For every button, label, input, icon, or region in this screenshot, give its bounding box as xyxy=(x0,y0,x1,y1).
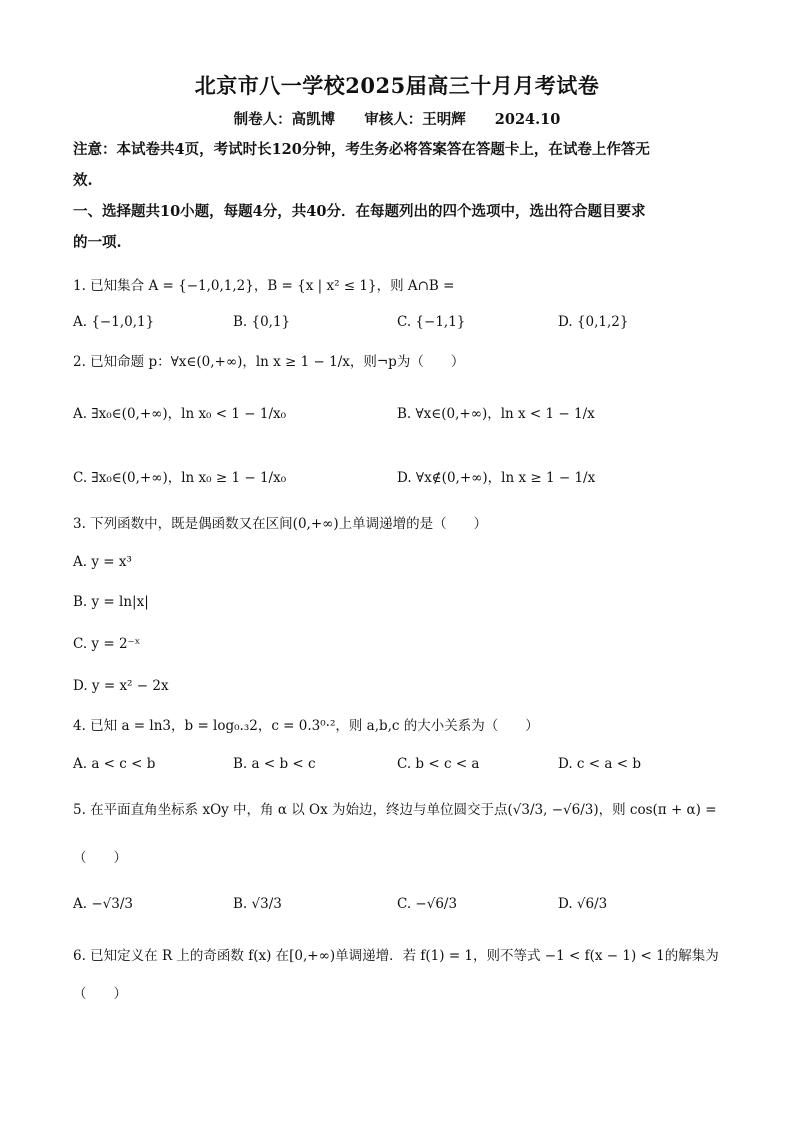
question-5-stem: 5. 在平面直角坐标系 xOy 中，角 α 以 Ox 为始边，终边与单位圆交于点(√3/3, −√6/3)，则 cos(π + α) = xyxy=(73,802,717,818)
question-2-option-c: C. ∃x₀∈(0,+∞)，ln x₀ ≥ 1 − 1/x₀ xyxy=(73,470,287,486)
question-5-option-b: B. √3/3 xyxy=(233,896,282,912)
question-6-answer-paren: （ ） xyxy=(73,986,127,1002)
question-1-option-a: A. {−1,0,1} xyxy=(73,314,155,330)
question-3-option-c: C. y = 2⁻ˣ xyxy=(73,636,141,652)
exam-authors xyxy=(0,108,794,129)
section-heading-line-2: 的一项. xyxy=(73,234,122,251)
question-2-option-d: D. ∀x∉(0,+∞)，ln x ≥ 1 − 1/x xyxy=(397,470,596,486)
question-3-option-b: B. y = ln|x| xyxy=(73,594,149,610)
exam-date: 2024.10 xyxy=(494,111,561,128)
question-1-option-b: B. {0,1} xyxy=(233,314,291,330)
notice-line-2: 效. xyxy=(73,172,93,189)
question-1-option-c: C. {−1,1} xyxy=(397,314,466,330)
question-2-stem: 2. 已知命题 p：∀x∈(0,+∞)，ln x ≥ 1 − 1/x，则¬p为（ ） xyxy=(73,354,465,370)
section-heading-line-1: 一、选择题共10小题，每题4分，共40分．在每题列出的四个选项中，选出符合题目要求 xyxy=(73,203,646,220)
maker-label: 制卷人：高凯博 xyxy=(233,111,336,128)
question-5-option-a: A. −√3/3 xyxy=(73,896,133,912)
question-5-option-d: D. √6/3 xyxy=(558,896,608,912)
question-1-option-d: D. {0,1,2} xyxy=(558,314,629,330)
question-4-option-b: B. a < b < c xyxy=(233,756,316,772)
question-2-option-a: A. ∃x₀∈(0,+∞)，ln x₀ < 1 − 1/x₀ xyxy=(73,406,287,422)
question-3-option-d: D. y = x² − 2x xyxy=(73,678,169,694)
question-4-option-c: C. b < c < a xyxy=(397,756,480,772)
question-4-stem: 4. 已知 a = ln3，b = log₀.₃2，c = 0.3⁰·²，则 a,b,c 的大小关系为（ ） xyxy=(73,718,539,734)
question-6-stem: 6. 已知定义在 R 上的奇函数 f(x) 在[0,+∞)单调递增．若 f(1) = 1，则不等式 −1 < f(x − 1) < 1的解集为 xyxy=(73,948,719,964)
question-4-option-d: D. c < a < b xyxy=(558,756,641,772)
question-3-option-a: A. y = x³ xyxy=(73,554,132,570)
question-5-answer-paren: （ ） xyxy=(73,850,127,866)
question-4-option-a: A. a < c < b xyxy=(73,756,156,772)
exam-title: 北京市八一学校2025届高三十月月考试卷 xyxy=(194,73,600,98)
question-3-stem: 3. 下列函数中，既是偶函数又在区间(0,+∞)上单调递增的是（ ） xyxy=(73,516,488,532)
question-2-option-b: B. ∀x∈(0,+∞)，ln x < 1 − 1/x xyxy=(397,406,595,422)
reviewer-label: 审核人：王明辉 xyxy=(364,111,466,128)
notice-line-1: 注意：本试卷共4页，考试时长120分钟，考生务必将答案答在答题卡上，在试卷上作答无 xyxy=(73,141,650,158)
question-5-option-c: C. −√6/3 xyxy=(397,896,458,912)
question-1-stem: 1. 已知集合 A = {−1,0,1,2}，B = {x | x² ≤ 1}，则 A∩B = xyxy=(73,278,455,294)
